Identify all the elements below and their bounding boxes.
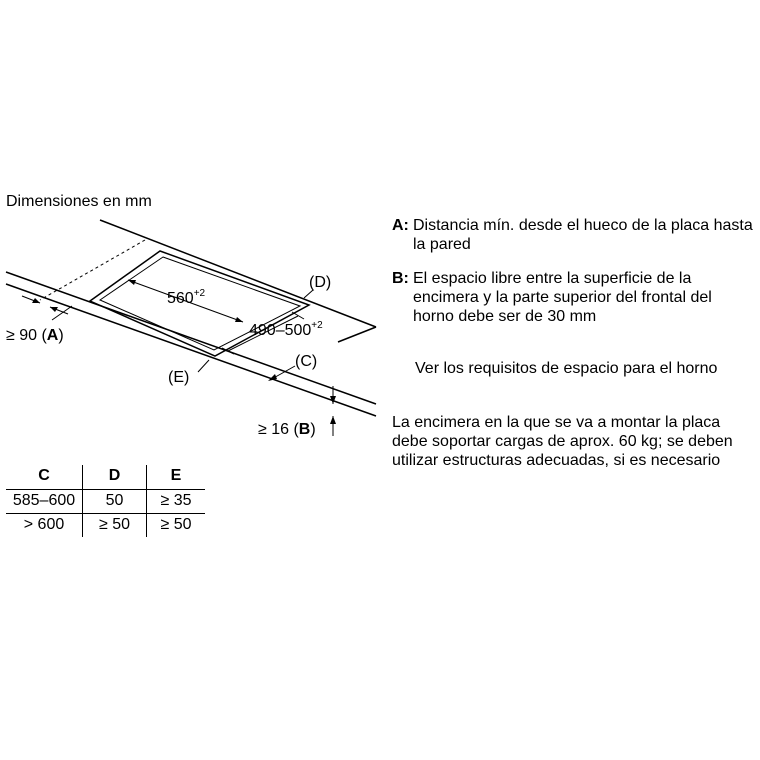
legend-B-key: B: — [392, 270, 409, 287]
D-leader — [304, 290, 313, 298]
wall-reference-dashed-line — [40, 240, 145, 300]
table-row — [6, 514, 205, 538]
C-label: (C) — [295, 353, 318, 370]
oven-note: Ver los requisitos de espacio para el horno — [415, 360, 718, 377]
table-cell: ≥ 35 — [147, 490, 206, 514]
page-title: Dimensiones en mm — [6, 193, 152, 210]
table-row — [6, 490, 205, 514]
legend-B — [392, 269, 757, 326]
table-header-D: D — [83, 465, 147, 490]
table-cell: 50 — [83, 490, 147, 514]
table-cell: ≥ 50 — [83, 514, 147, 538]
table-header-C: C — [6, 465, 83, 490]
table-cell: ≥ 50 — [147, 514, 206, 538]
D-label: (D) — [309, 274, 332, 291]
countertop-right-edge — [338, 327, 376, 342]
depth-label: $490-500^{+2}$ — [249, 320, 323, 339]
legend-A-text: Distancia mín. desde el hueco de la placa hasta la pared — [413, 217, 753, 253]
table-cell: > 600 — [6, 514, 83, 538]
table-header-E: E — [170, 467, 182, 484]
E-label: (E) — [168, 369, 190, 386]
clearance-table — [6, 465, 205, 537]
table-header-row — [6, 465, 205, 490]
width-arrow-right — [235, 317, 243, 322]
E-leader — [198, 360, 209, 372]
legend-A-key: A: — [392, 217, 409, 234]
legend-B-text: El espacio libre entre la superficie de la encimera y la parte superior del frontal del horno debe ser de 30 mm — [413, 270, 712, 325]
A-label: ≥ 90 (A) — [6, 327, 64, 344]
countertop-back-edge — [100, 220, 376, 327]
table-cell: 585–600 — [6, 490, 83, 514]
B-label: ≥ 16 (B) — [258, 421, 316, 438]
load-note: La encimera en la que se va a montar la placa debe soportar cargas de aprox. 60 kg; se deben utilizar estructuras adecuadas, si es necesario — [392, 414, 733, 469]
width-arrow-left — [128, 280, 136, 285]
width-label: $560^{+2}$ — [167, 288, 206, 307]
B-arrow-bottom — [330, 416, 336, 424]
legend-A — [392, 216, 757, 254]
